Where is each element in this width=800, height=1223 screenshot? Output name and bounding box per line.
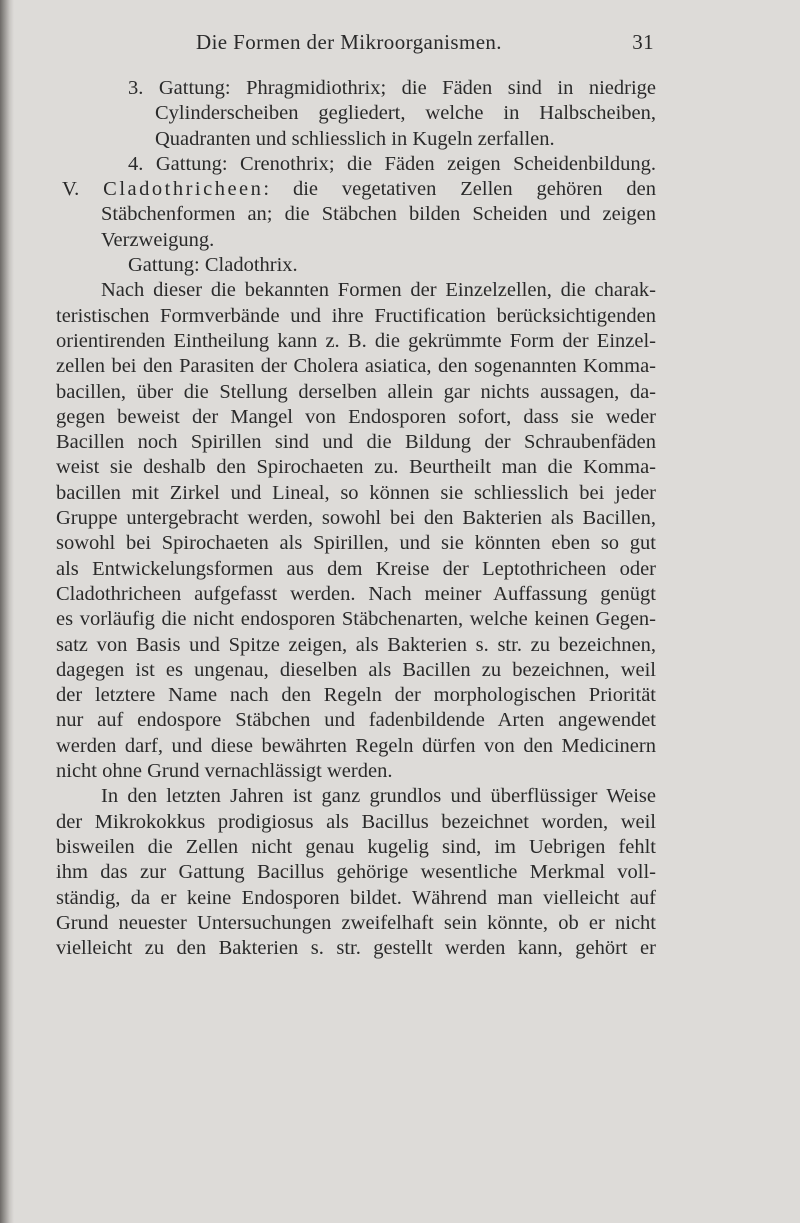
text-line: der letztere Name nach den Regeln der morphologischen Priorität [56,684,656,707]
text-line: Nach dieser die bekannten Formen der Einzelzellen, die charak- [101,279,656,302]
text-line: vielleicht zu den Bakterien s. str. gestellt werden kann, gehört er [56,937,656,960]
text-line: Cylinderscheiben gegliedert, welche in Halbscheiben, [155,102,656,125]
text-line: der Mikrokokkus prodigiosus als Bacillus bezeichnet worden, weil [56,810,656,833]
text-line: bacillen, über die Stellung derselben allein gar nichts aussagen, da- [56,380,656,403]
text-line: bacillen mit Zirkel und Lineal, so können sie schliesslich bei jeder [56,481,656,504]
page-number: 31 [632,30,654,54]
text-line: In den letzten Jahren ist ganz grundlos und überflüssiger Weise [101,785,656,808]
text-line: nicht ohne Grund vernachlässigt werden. [56,760,393,783]
text-line: Verzweigung. [101,228,215,251]
text-line: gegen beweist der Mangel von Endosporen sofort, dass sie weder [56,405,656,428]
text-line: V. Cladothricheen: die vegetativen Zellen gehören den [62,178,656,201]
text-line: Stäbchenformen an; die Stäbchen bilden Scheiden und zeigen [101,203,656,226]
text-line: 3. Gattung: Phragmidiothrix; die Fäden sind in niedrige [128,77,656,99]
text-line: es vorläufig die nicht endosporen Stäbchenarten, welche keinen Gegen- [56,608,656,631]
running-title: Die Formen der Mikroorganismen. [196,30,502,54]
text-line: als Entwickelungsformen aus dem Kreise der Leptothricheen oder [56,557,656,580]
text-line: 4. Gattung: Crenothrix; die Fäden zeigen Scheidenbildung. [128,152,656,175]
text-line: ihm das zur Gattung Bacillus gehörige wesentliche Merkmal voll- [56,861,656,884]
text-line: teristischen Formverbände und ihre Fructification berücksichtigenden [56,304,656,327]
text-line: Cladothricheen aufgefasst werden. Nach meiner Auffassung genügt [56,582,656,605]
text-line: bisweilen die Zellen nicht genau kugelig sind, im Uebrigen fehlt [56,835,656,858]
text-line: nur auf endospore Stäbchen und fadenbildende Arten angewendet [56,709,656,732]
text-line: Gattung: Cladothrix. [128,254,298,277]
body-text [56,76,656,961]
text-line: ständig, da er keine Endosporen bildet. Während man vielleicht auf [56,886,656,909]
text-line: dagegen ist es ungenau, dieselben als Bacillen zu bezeichnen, weil [56,658,656,681]
text-line: werden darf, und diese bewährten Regeln dürfen von den Medicinern [56,734,656,757]
text-line: orientirenden Eintheilung kann z. B. die gekrümmte Form der Einzel- [56,329,656,352]
text-line: Bacillen noch Spirillen sind und die Bildung der Schraubenfäden [56,431,656,454]
text-line: Grund neuester Untersuchungen zweifelhaft sein könnte, ob er nicht [56,911,656,934]
text-line: zellen bei den Parasiten der Cholera asiatica, den sogenannten Komma- [56,355,656,378]
text-line: weist sie deshalb den Spirochaeten zu. Beurtheilt man die Komma- [56,456,656,479]
text-line: sowohl bei Spirochaeten als Spirillen, und sie könnten eben so gut [56,532,656,555]
text-line: Gruppe untergebracht werden, sowohl bei den Bakterien als Bacillen, [56,507,656,530]
text-line: satz von Basis und Spitze zeigen, als Bakterien s. str. zu bezeichnen, [56,633,656,656]
text-line: Quadranten und schliesslich in Kugeln zerfallen. [155,127,555,150]
